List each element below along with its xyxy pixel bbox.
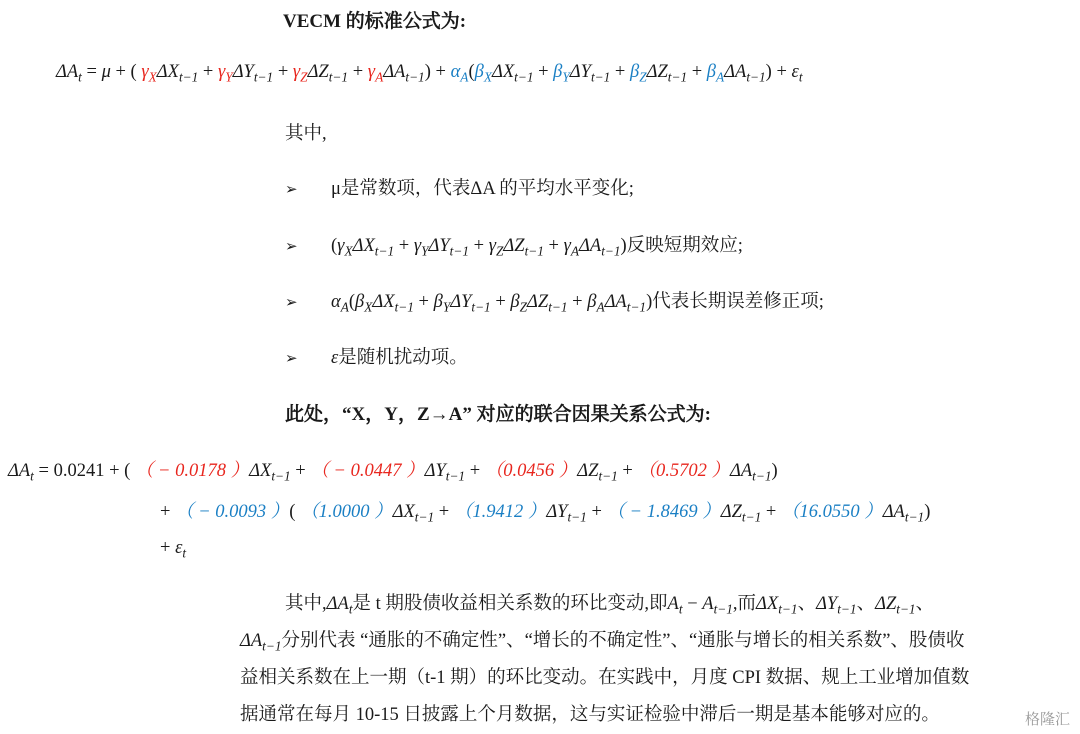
vecm-general-equation: $\Delta A_t = \mu$ + ( $\gamma_X\Delta X_{t-1} + \gamma_Y\Delta Y_{t-1} + \gamma_Z\Delta Z_{t-1} + \gamma_A\Delta A_{t-1}) + \alpha_A(\beta_X\Delta X_{t-1} + \beta_Y\Delta Y_{t-1} + \beta_Z\Delta Z_{t-1} + \beta_A\Delta A_{t-1}) + \varepsilon_t$ bbox=[56, 62, 803, 85]
coef-beta-y: （1.9412 ） bbox=[453, 502, 547, 522]
coef-gamma-a: （0.5702 ） bbox=[637, 461, 730, 481]
arrowhead-bullet-icon: ➢ bbox=[285, 351, 298, 367]
coef-gamma-x: （ − 0.0178 ） bbox=[134, 461, 250, 481]
arrowhead-bullet-icon: ➢ bbox=[285, 182, 298, 198]
explanation-paragraph bbox=[240, 586, 1080, 734]
coef-beta-a: （16.0550 ） bbox=[780, 502, 883, 522]
among-label: 其中, bbox=[285, 124, 327, 144]
watermark-logo: 格隆汇 bbox=[1024, 710, 1070, 728]
vecm-heading: VECM 的标准公式为: bbox=[283, 11, 467, 32]
bullet-mu: ➢ μ是常数项，代表ΔA 的平均水平变化; bbox=[285, 179, 634, 199]
estimated-equation-line-2: + （ − 0.0093 ）( （1.0000 ）$\Delta X_{t-1} + (1.9412$ ）$\Delta Y_{t-1}$ + （ − 1.8469 ）$\Delta Z_{t-1} + (16.0550$ ）$\Delta A_{t-1}$) bbox=[160, 502, 931, 525]
explanation-line-3: 益相关系数在上一期（t-1 期）的环比变动。在实践中，月度 CPI 数据、规上工业增加值数 bbox=[240, 668, 970, 688]
bullet-short-term: ➢ $(\gamma_X\Delta X_{t-1} + \gamma_Y\Delta Y_{t-1} + \gamma_Z\Delta Z_{t-1} + \gamma_A\Delta A_{t-1})$反映短期效应; bbox=[285, 236, 743, 259]
coef-beta-z: （ − 1.8469 ） bbox=[606, 502, 721, 522]
relation-heading: 此处，“X，Y，Z→A” 对应的联合因果关系公式为: bbox=[285, 404, 711, 425]
arrowhead-bullet-icon: ➢ bbox=[285, 295, 298, 311]
coef-gamma-z: （0.0456 ） bbox=[484, 461, 578, 481]
constant-value: 0.0241 bbox=[53, 461, 105, 481]
coef-beta-x: （1.0000 ） bbox=[300, 502, 393, 522]
explanation-line-1: 其中$,\Delta A_t$是 t 期股债收益相关系数的环比变动,即$A_t - A_{t-1}$,而$\Delta X_{t-1}$、$\Delta Y_{t-1}$、$\Delta Z_{t-1}$、 bbox=[285, 594, 935, 617]
estimated-equation-line-1: $\Delta A_t = 0.0241$ + ( （ − 0.0178 ）$\Delta X_{t-1}$ + （ − 0.0447 ）$\Delta Y_{t-1} + (0.0456$ ）$\Delta Z_{t-1} + (0.5702$ ）$\Delta A_{t-1}$) bbox=[8, 461, 778, 484]
coef-gamma-y: （ − 0.0447 ） bbox=[310, 461, 425, 481]
bullet-epsilon: ➢ ε是随机扰动项。 bbox=[285, 348, 468, 368]
arrowhead-bullet-icon: ➢ bbox=[285, 239, 298, 255]
bullet-long-term: ➢ $\alpha_A(\beta_X\Delta X_{t-1} + \beta_Y\Delta Y_{t-1} + \beta_Z\Delta Z_{t-1} + \beta_A\Delta A_{t-1})$代表长期误差修正项; bbox=[285, 292, 824, 315]
explanation-line-4: 据通常在每月 10-15 日披露上个月数据，这与实证检验中滞后一期是基本能够对应的。 bbox=[240, 705, 940, 725]
estimated-equation-line-3: + $\varepsilon_t$ bbox=[160, 538, 187, 561]
coef-alpha: （ − 0.0093 ） bbox=[175, 502, 290, 522]
explanation-line-2: $\Delta A_{t-1}$分别代表 “通胀的不确定性”、“增长的不确定性”、“通胀与增长的相关系数”、股债收 bbox=[240, 631, 965, 654]
